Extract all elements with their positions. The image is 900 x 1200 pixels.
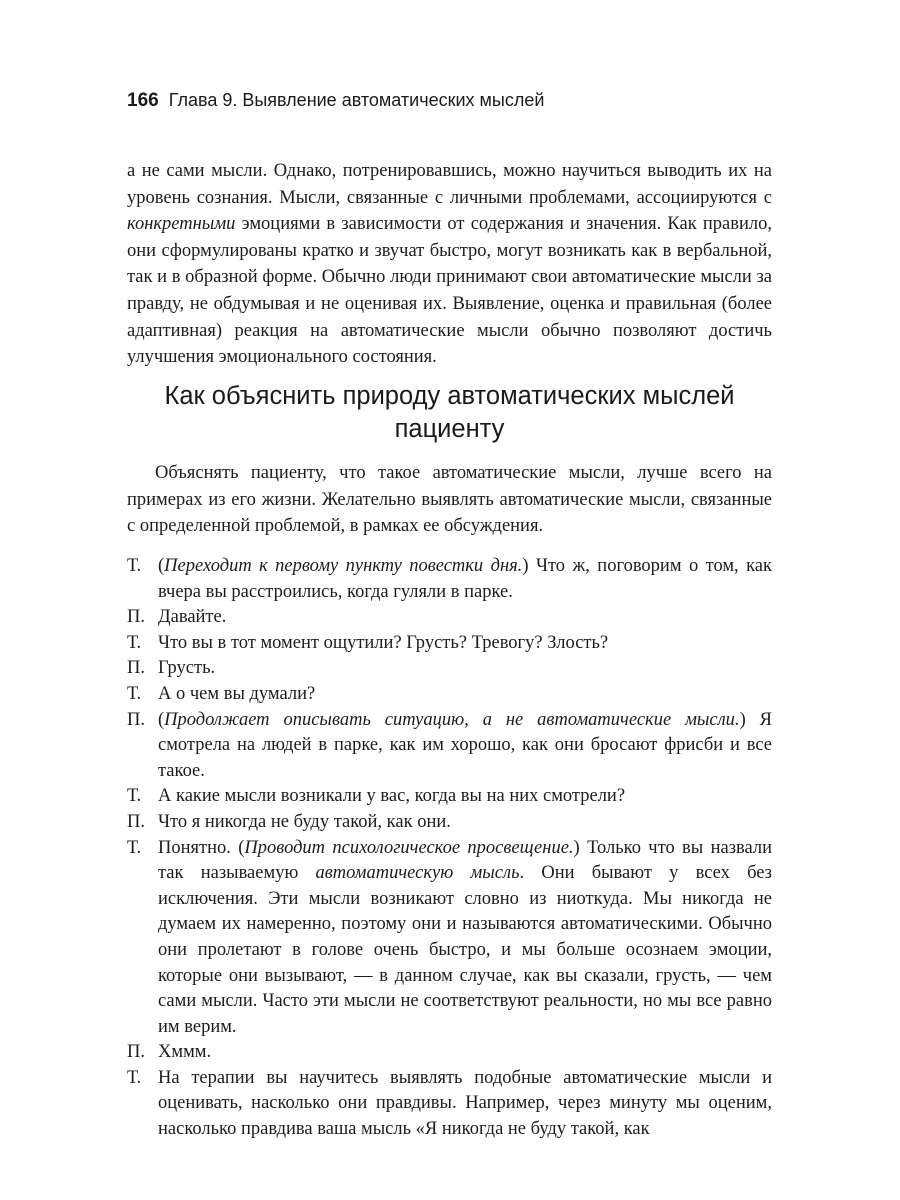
paragraph-text: эмоциями в зависимости от содержания и значения. Как правило, они сформулированы кратко и звучат быстро, могут возникать как в вербальной, так и в образной форме. Обычно люди принимают свои автоматические мысли за правду, не обдумывая и не оценивая их. Выявление, оценка и правильная (более адаптивная) реакция на автоматические мысли обычно позволяют достичь улучшения эмоционального состояния. (127, 214, 772, 368)
speaker-label: П. (127, 1042, 145, 1063)
intro-paragraph: Объяснять пациенту, что такое автоматические мысли, лучше всего на примерах из его жизни. Желательно выявлять автоматические мысли, связанные с определенной проблемой, в рамках ее обсуждения. (127, 463, 772, 537)
turn-text: (Переходит к первому пункту повестки дня.) Что ж, поговорим о том, как вчера вы расстроились, когда гуляли в парке. (158, 556, 772, 602)
dialogue-turn (127, 708, 772, 785)
turn-text: Давайте. (158, 607, 227, 628)
section-heading: Как объяснить природу автоматических мыслей пациенту (164, 382, 735, 443)
emphasis-text: автоматическую мысль (315, 863, 520, 884)
dialogue-turn (127, 784, 772, 810)
paragraph-continuation (127, 158, 772, 371)
dialogue (127, 554, 772, 1143)
dialogue-turn (127, 656, 772, 682)
dialogue-turn (127, 810, 772, 836)
speaker-label: П. (127, 607, 145, 628)
turn-text: Что вы в тот момент ощутили? Грусть? Тревогу? Злость? (158, 632, 609, 653)
stage-direction: Переходит к первому пункту повестки дня. (164, 556, 523, 576)
speaker-label: П. (127, 658, 145, 679)
speaker-label: Т. (127, 837, 142, 858)
turn-text: Хммм. (158, 1042, 212, 1063)
running-title: Глава 9. Выявление автоматических мыслей (168, 90, 545, 110)
running-header (127, 88, 807, 113)
stage-direction: Продолжает описывать ситуацию, а не автоматические мысли. (164, 709, 740, 730)
speaker-label: Т. (127, 1067, 142, 1088)
turn-text: Что я никогда не буду такой, как они. (158, 811, 451, 832)
speaker-label: Т. (127, 632, 142, 653)
turn-text: Понятно. (Проводит психологическое просвещение.) Только что вы назвали так называемую автоматическую мысль. Они бывают у всех без исключения. Эти мысли возникают словно из ниоткуда. Мы никогда не думаем их намеренно, поэтому они и называются автоматическими. Обычно они пролетают в голове очень быстро, и мы больше осознаем эмоции, которые они вызывают, — в данном случае, как вы сказали, грусть, — чем сами мысли. Часто эти мысли не соответствуют реальности, но мы все равно им верим. (158, 837, 772, 1037)
turn-text: Грусть. (158, 658, 216, 679)
page-number: 166 (127, 90, 159, 111)
stage-direction: Проводит психологическое просвещение. (244, 837, 574, 858)
turn-text: А какие мысли возникали у вас, когда вы на них смотрели? (158, 786, 626, 807)
speaker-label: Т. (127, 556, 142, 576)
speaker-label: Т. (127, 683, 142, 704)
turn-text: А о чем вы думали? (158, 683, 316, 704)
dialogue-turn (127, 682, 772, 708)
dialogue-turn (127, 836, 772, 1041)
dialogue-turn (127, 554, 772, 605)
speaker-label: П. (127, 709, 145, 730)
turn-text: На терапии вы научитесь выявлять подобные автоматические мысли и оценивать, насколько они правдивы. Например, через минуту мы оценим, насколько правдива ваша мысль «Я никогда не буду такой, как (158, 1067, 772, 1140)
emphasis-text: конкретными (127, 214, 236, 235)
speaker-label: П. (127, 811, 145, 832)
dialogue-turn (127, 1040, 772, 1066)
paragraph (127, 158, 772, 371)
dialogue-turn (127, 605, 772, 631)
paragraph-text: а не сами мысли. Однако, потренировавшись, можно научиться выводить их на уровень сознания. Мысли, связанные с личными проблемами, ассоциируются с (127, 161, 772, 208)
dialogue-turn (127, 1066, 772, 1143)
dialogue-turn (127, 631, 772, 657)
speaker-label: Т. (127, 786, 142, 807)
turn-text: (Продолжает описывать ситуацию, а не автоматические мысли.) Я смотрела на людей в парке, как им хорошо, как они бросают фрисби и все такое. (158, 709, 772, 781)
